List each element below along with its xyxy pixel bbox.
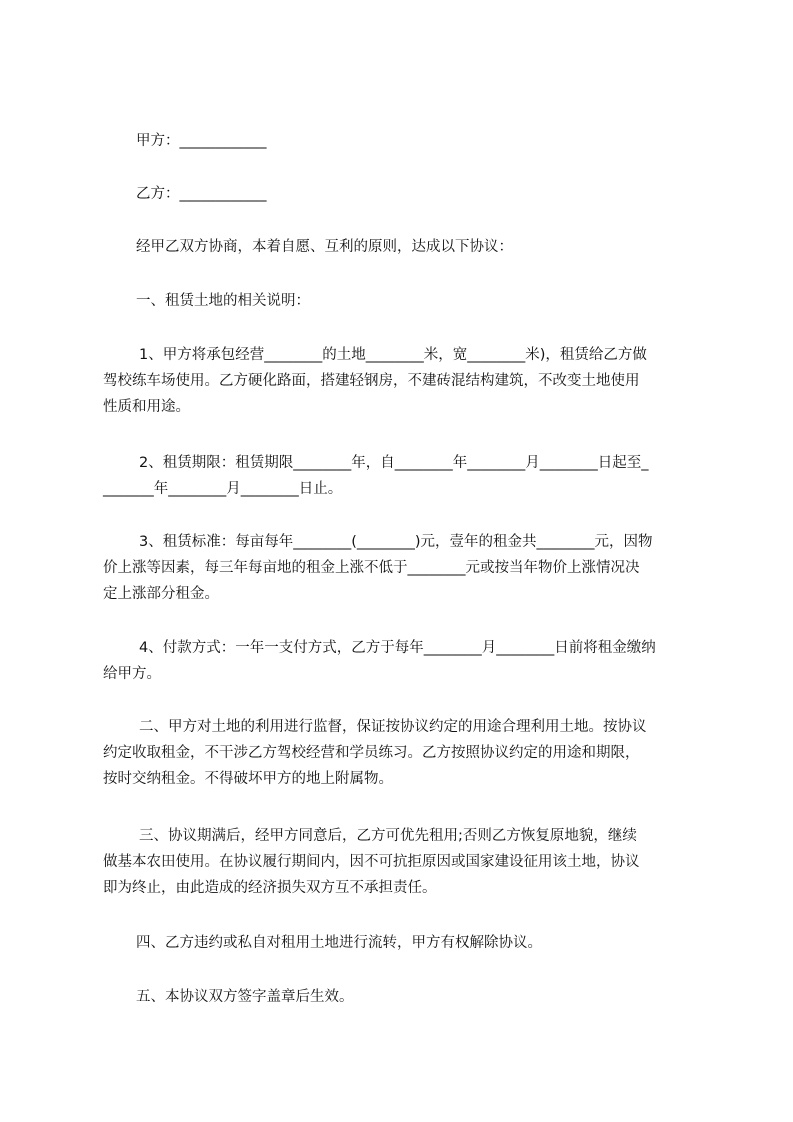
item3-line-3: 定上涨部分租金。 [103, 586, 219, 602]
section4-text: 四、乙方违约或私自对租用土地进行流转，甲方有权解除协议。 [136, 935, 542, 951]
section5-text: 五、本协议双方签字盖章后生效。 [136, 989, 354, 1005]
section3-line-1: 三、协议期满后，经甲方同意后，乙方可优先租用;否则乙方恢复原地貌，继续 [139, 828, 637, 844]
section5-paragraph [136, 984, 736, 1010]
party-b-line [136, 181, 736, 207]
item2-line-2: _______年________月________日止。 [103, 481, 343, 497]
item4-line-2: 给甲方。 [103, 666, 161, 682]
item4-line-1: 4、付款方式：一年一支付方式，乙方于每年________月________日前将租金缴纳 [139, 640, 656, 656]
item1-line-3: 性质和用途。 [103, 399, 190, 415]
item1-line-2: 驾校练车场使用。乙方硬化路面，搭建轻钢房，不建砖混结构建筑，不改变土地使用 [103, 373, 640, 389]
party-a-text: 甲方：____________ [136, 133, 267, 149]
section1-heading [136, 288, 736, 314]
section2-line-3: 按时交纳租金。不得破坏甲方的地上附属物。 [103, 771, 393, 787]
party-a-line [136, 128, 736, 154]
section1-item3 [103, 529, 703, 607]
section3-paragraph [103, 823, 703, 901]
section1-item2 [103, 450, 703, 502]
item3-line-2: 价上涨等因素，每三年每亩地的租金上涨不低于________元或按当年物价上涨情况决 [103, 560, 640, 576]
section1-heading-text: 一、租赁土地的相关说明： [136, 293, 310, 309]
item3-line-1: 3、租赁标准：每亩每年________(________)元，壹年的租金共________元，因物 [139, 534, 653, 550]
section2-line-2: 约定收取租金，不干涉乙方驾校经营和学员练习。乙方按照协议约定的用途和期限， [103, 745, 640, 761]
section4-paragraph [136, 930, 736, 956]
section3-line-3: 即为终止，由此造成的经济损失双方互不承担责任。 [103, 880, 437, 896]
section1-item1 [103, 342, 703, 420]
intro-paragraph [136, 234, 736, 260]
section2-paragraph [103, 714, 703, 792]
party-b-text: 乙方：____________ [136, 186, 267, 202]
item2-line-1: 2、租赁期限：租赁期限________年，自________年________月________日起至_ [139, 455, 649, 471]
intro-text: 经甲乙双方协商，本着自愿、互利的原则，达成以下协议： [136, 239, 513, 255]
section3-line-2: 做基本农田使用。在协议履行期间内，因不可抗拒原因或国家建设征用该土地，协议 [103, 854, 640, 870]
item1-line-1: 1、甲方将承包经营________的土地________米，宽________米)，租赁给乙方做 [139, 347, 647, 363]
section1-item4 [103, 635, 703, 687]
section2-line-1: 二、甲方对土地的利用进行监督，保证按协议约定的用途合理利用土地。按协议 [139, 719, 647, 735]
